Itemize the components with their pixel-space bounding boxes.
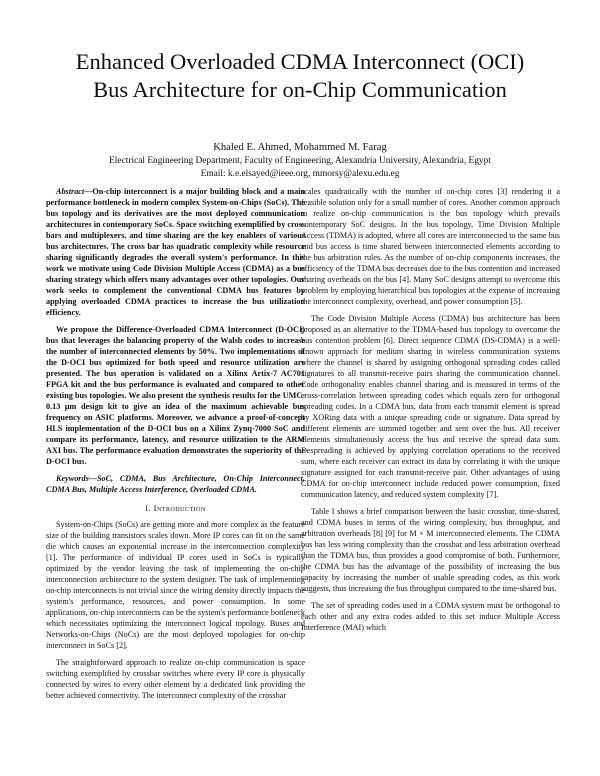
section-heading-introduction: I. Introduction [145, 504, 206, 513]
right-paragraph-1: scales quadratically with the number of on-chip cores [3] rendering it a feasible solution only for a small number of cores. Another common approach to realize on-chip communication is the bus topology which prevails contemporary SoC designs. In the bus topology, Time Division Multiple Access (TDMA) is adopted, where all cores are interconnected to the same bus and bus access is time shared between interconnected elements according to the bus arbitration rules. As the number of on-chip components increases, the efficiency of the TDMA bus decreases due to the bus contention and increased sharing overheads on the bus [4]. Many SoC designs attempt to overcome this problem by employing hierarchical bus topologies at the expense of increasing the interconnect complexity, overhead, and power consumption [5]. [301, 187, 560, 306]
author-affiliation: Electrical Engineering Department, Faculty of Engineering, Alexandria University, Alexandria, Egypt [109, 156, 491, 166]
right-paragraph-4: The set of spreading codes used in a CDMA system must be orthogonal to each other and any extra codes added to this set induce Multiple Access Interference (MAI) which [301, 601, 560, 632]
keywords-paragraph [46, 473, 305, 495]
right-paragraph-3: Table I shows a brief comparison between the basic crossbar, time-shared, and CDMA buses in terms of the wiring complexity, bus throughput, and arbitration overheads [8] [9] for M × M interconnected elements. The CDMA bus has less wiring complexity than the crossbar and less arbitration overhead than the TDMA bus, thus provides a good compromise of both. Furthermore, the CDMA bus has the advantage of the possibility of increasing the bus capacity by increasing the number of usable spreading codes, as this work suggests, thus increasing the bus throughput compared to the time-shared bus. [301, 507, 560, 593]
abstract-paragraph-1 [46, 186, 305, 318]
keywords-text: —SoC, CDMA, Bus Architecture, On-Chip Interconnect, CDMA Bus, Multiple Access Interference, Overloaded CDMA. [46, 474, 305, 494]
abstract-text-1: —On-chip interconnect is a major building block and a main performance bottleneck in modern complex System-on-Chips (SoCs). The bus topology and its derivatives are the most deployed communication architectures in contemporary SoCs. Space switching exemplified by cross bars and multiplexers, and time sharing are the key enablers of various bus architectures. The cross bar has quadratic complexity while resource sharing significantly degrades the overall system's performance. In this work we motivate using Code Division Multiple Access (CDMA) as a bus sharing strategy which offers many advantages over other topologies. Our work seeks to complement the conventional CDMA bus features by applying overloaded CDMA practices to increase the bus utilization efficiency. [46, 187, 305, 317]
abstract-paragraph-2: We propose the Difference-Overloaded CDMA Interconnect (D-OCI) bus that leverages the balancing property of the Walsh codes to increase the number of interconnected elements by 50%. Two implementations of the D-OCI bus optimized for both speed and resource utilization are presented. The bus operation is validated on a Xilinx Artix-7 AC701 FPGA kit and the bus performance is evaluated and compared to other existing bus topologies. We also present the synthesis results for the UMC-0.13 μm design kit to give an idea of the maximum achievable bus frequency on ASIC platforms. Moreover, we advance a proof-of-concept HLS implementation of the D-OCI bus on a Xilinx Zynq-7000 SoC and compare its performance, latency, and resource utilization to the ARM AXI bus. The performance evaluation demonstrates the superiority of the D-OCI bus. [46, 325, 305, 466]
right-paragraph-2: The Code Division Multiple Access (CDMA) bus architecture has been proposed as an alternative to the TDMA-based bus topology to overcome the bus contention problem [6]. Direct sequence CDMA (DS-CDMA) is a well-known approach for medium sharing in wireless communication systems where the channel is shared by assigning orthogonal spreading codes called signatures to all transmit-receive pairs sharing the communication channel. Code orthogonality enables channel sharing and is measured in terms of the cross-correlation between spreading codes which equals zero for orthogonal spreading codes. In a CDMA bus, data from each transmit element is spread by XORing data with a unique spreading code or signature. Data spread by different elements are summed together and sent over the bus. All receiver elements simultaneously access the bus and receive the spread data sum. Despreading is achieved by applying correlation operations to the received sum, where each receiver can extract its data by correlating it with the unique signature assigned for each transmit-receive pair. Other advantages of using CDMA for on-chip interconnect include reduced power consumption, fixed communication latency, and reduced system complexity [7]. [301, 314, 560, 499]
intro-paragraph-1: System-on-Chips (SoCs) are getting more and more complex as the feature size of the building transistors scales down. More IP cores can fit on the same die which causes an exponential increase in the interconnection complexity [1]. The performance of individual IP cores used in SoCs is typically optimized by the vendor leaving the task of implementing the on-chip interconnection architecture to the system designer. The task of implementing on-chip interconnects is not trivial since the wiring density directly impacts the system's performance, resources, and power consumption. In some applications, on-chip interconnects can be the system's performance bottleneck which necessitates optimizing the interconnect logical topology. Buses and Networks-on-Chips (NoCs) are the most deployed topologies for on-chip interconnect in SoCs [2]. [46, 520, 305, 650]
abstract-label: Abstract [56, 187, 85, 196]
title-line-2: Bus Architecture for on-Chip Communication [93, 77, 507, 102]
author-names: Khaled E. Ahmed, Mohammed M. Farag [213, 142, 387, 153]
author-email: Email: k.e.elsayed@ieee.org, mmorsy@alexu.edu.eg [200, 169, 400, 179]
intro-paragraph-2: The straightforward approach to realize on-chip communication is space switching exemplified by crossbar switches where every IP core is physically connected by wires to every other element by a dedicated link providing the better achieved connectivity. The interconnect complexity of the crossbar [46, 658, 305, 700]
paper-title [40, 48, 560, 104]
right-column [301, 186, 560, 633]
keywords-label: Keywords [56, 474, 89, 483]
title-line-1: Enhanced Overloaded CDMA Interconnect (OCI) [75, 49, 525, 74]
left-column [46, 186, 305, 701]
